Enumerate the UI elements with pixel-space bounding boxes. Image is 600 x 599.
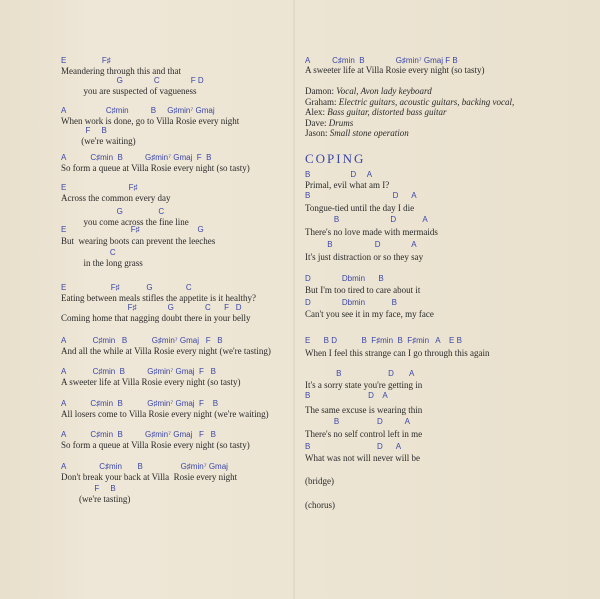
chorus-marker: (chorus)	[305, 500, 335, 510]
lyric-line: A sweeter life at Villa Rosie every night (so tasty)	[61, 377, 241, 387]
chord-line: B D A	[305, 240, 417, 249]
chord-line: D Dbmin B	[305, 274, 384, 283]
lyric-line: (we're tasting)	[61, 494, 131, 504]
credit-role: Small stone operation	[329, 128, 409, 138]
chord-line: B D A	[305, 191, 417, 200]
chord-line: G C F D	[61, 76, 204, 85]
credit-line	[305, 97, 514, 107]
chord-line: E F♯ G	[61, 225, 204, 234]
lyric-line: It's just distraction or so they say	[305, 252, 424, 262]
chord-line: E F♯	[61, 183, 138, 192]
chord-line: A C♯min B G♯min⁷ Gmaj F B	[61, 367, 216, 376]
credit-name: Dave:	[305, 117, 329, 128]
lyric-line: you come across the fine line	[61, 217, 189, 227]
chord-line: E F♯ G C	[61, 283, 192, 292]
credit-line	[305, 128, 409, 138]
lyric-line: Coming home that nagging doubt there in your belly	[61, 313, 251, 323]
lyric-line: But I'm too tired to care about it	[305, 285, 421, 295]
chord-line: F♯ G C F D	[61, 303, 242, 312]
chord-line: A C♯min B G♯min⁷ Gmaj F B	[61, 399, 219, 408]
lyric-line: Don't break your back at Villa Rosie every night	[61, 472, 238, 482]
lyric-line: The same excuse is wearing thin	[305, 405, 423, 415]
page-fold	[293, 0, 295, 599]
credit-role: Electric guitars, acoustic guitars, backing vocal,	[338, 96, 515, 107]
bridge-marker: (bridge)	[305, 476, 334, 486]
credit-name: Graham:	[305, 96, 339, 107]
lyric-line: you are suspected of vagueness	[61, 86, 197, 96]
lyric-line: It's a sorry state you're getting in	[305, 380, 423, 390]
lyric-line: When work is done, go to Villa Rosie every night	[61, 116, 240, 126]
lyric-line: There's no love made with mermaids	[305, 227, 438, 237]
lyric-line: (we're waiting)	[61, 136, 136, 146]
lyric-line: Primal, evil what am I?	[305, 180, 390, 190]
lyric-line: There's no self control left in me	[305, 429, 423, 439]
chord-line: A C♯min B G♯min⁷ Gmaj F B	[61, 153, 212, 162]
song-title-coping: COPING	[305, 151, 366, 166]
lyric-line: All losers come to Villa Rosie every night (we're waiting)	[61, 409, 269, 419]
chord-line: A C♯min B G♯min⁷ Gmaj	[61, 462, 228, 471]
chord-line: C	[61, 248, 116, 257]
credit-line	[305, 107, 447, 117]
lyric-line: When I feel this strange can I go through this again	[305, 348, 490, 358]
chord-line: E F♯	[61, 56, 111, 65]
chord-line: B D A	[305, 369, 415, 378]
lyric-line: So form a queue at Villa Rosie every night (so tasty)	[61, 440, 250, 450]
chord-line: A C♯min B G♯min⁷ Gmaj	[61, 106, 215, 115]
lyric-line: Tongue-tied until the day I die	[305, 203, 415, 213]
lyric-line: Meandering through this and that	[61, 66, 181, 76]
chord-line: B D A	[305, 170, 373, 179]
credit-role: Drums	[328, 117, 354, 128]
lyric-line: in the long grass	[61, 258, 143, 268]
chord-line: G C	[61, 207, 165, 216]
lyric-line: And all the while at Villa Rosie every night (we're tasting)	[61, 346, 271, 356]
credit-name: Alex:	[305, 107, 328, 117]
chord-line: E B D B F♯min B F♯min A E B	[305, 336, 462, 345]
credit-name: Jason:	[305, 128, 330, 138]
lyric-line: What was not will never will be	[305, 453, 420, 463]
chord-line: F B	[61, 126, 107, 135]
chord-line: D Dbmin B	[305, 298, 398, 307]
lyric-line: But wearing boots can prevent the leeches	[61, 236, 216, 246]
credit-line	[305, 118, 353, 128]
credit-name: Damon:	[305, 86, 337, 96]
lyric-line: Can't you see it in my face, my face	[305, 309, 434, 319]
chord-line: B D A	[305, 215, 428, 224]
credit-role: Bass guitar, distorted bass guitar	[327, 107, 447, 117]
chord-line: B D A	[305, 391, 388, 400]
lyric-line: Eating between meals stifles the appetite is it healthy?	[61, 293, 256, 303]
lyric-line: So form a queue at Villa Rosie every night (so tasty)	[61, 163, 250, 173]
lyric-line: A sweeter life at Villa Rosie every night (so tasty)	[305, 65, 485, 75]
chord-line: B D A	[305, 417, 410, 426]
lyric-line: Across the common every day	[61, 193, 171, 203]
credit-line	[305, 86, 432, 96]
chord-line: B D A	[305, 442, 402, 451]
chord-line: A C♯min B G♯min⁷ Gmaj F B	[61, 336, 223, 345]
chord-line: A C♯min B G♯min⁷ Gmaj F B	[61, 430, 216, 439]
chord-line: A C♯min B G♯min⁷ Gmaj F B	[305, 56, 458, 65]
credit-role: Vocal, Avon lady keyboard	[336, 86, 432, 96]
chord-line: F B	[61, 484, 116, 493]
